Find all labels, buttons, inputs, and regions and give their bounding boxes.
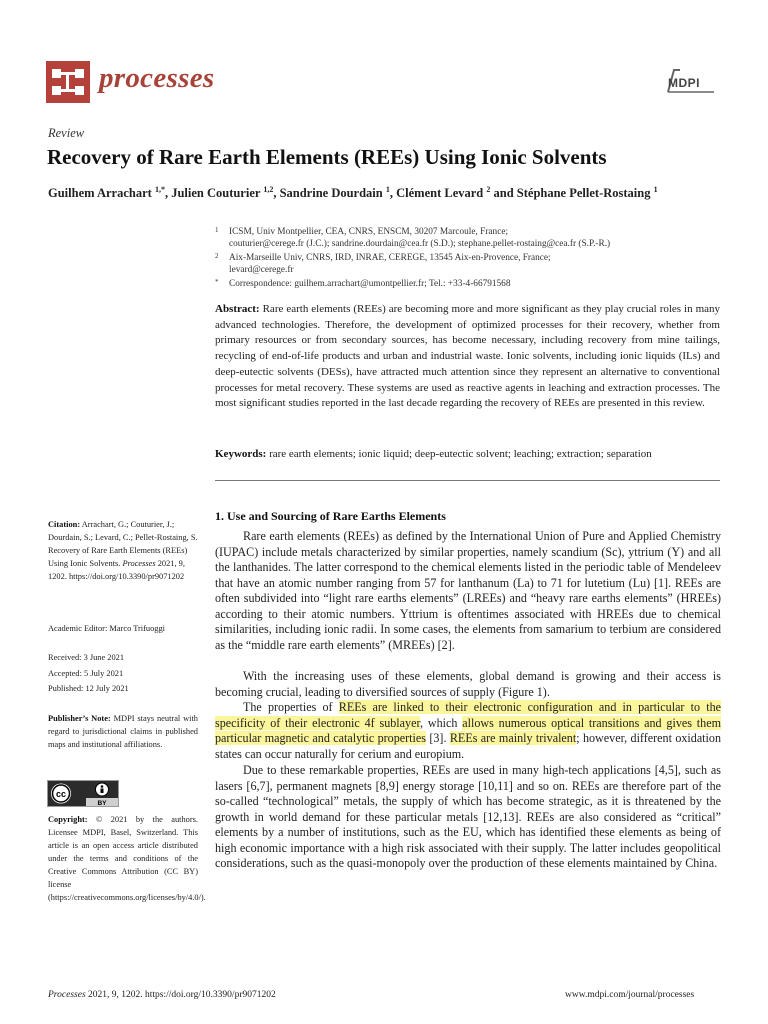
publisher-note [48, 712, 198, 751]
cc-by-license-badge[interactable] [47, 780, 119, 807]
cc-icon [51, 784, 71, 804]
author-affiliation-marker: 1 [653, 185, 658, 194]
citation-label: Citation: [48, 520, 81, 529]
affiliation-marker: 1 [215, 226, 219, 234]
copyright-notice [48, 813, 206, 904]
keywords [215, 447, 720, 462]
author-affiliation-marker: 1,* [154, 185, 165, 194]
highlighted-text: REEs are mainly trivalent [449, 731, 577, 745]
footer-journal: Processes [48, 990, 86, 1000]
affiliation-line: Aix-Marseille Univ, CNRS, IRD, INRAE, CEREGE, 13545 Aix-en-Provence, France; [229, 253, 551, 263]
correspondence-line: Correspondence: guilhem.arrachart@umontpellier.fr; Tel.: +33-4-66791568 [229, 279, 511, 289]
publisher-note-text: MDPI stays neutral with regard to jurisdictional claims in published maps and institutional affiliations. [48, 714, 198, 749]
text-segment: [3]. [425, 731, 450, 745]
article-title: Recovery of Rare Earth Elements (REEs) Using Ionic Solvents [47, 145, 607, 169]
accepted-date: Accepted: 5 July 2021 [48, 669, 124, 678]
by-person-icon [96, 783, 109, 796]
author-name: Guilhem Arrachart [48, 186, 155, 201]
keywords-label: Keywords: [215, 448, 267, 460]
journal-name: processes [99, 62, 215, 94]
author-name: Sandrine Dourdain [279, 186, 386, 201]
author-name: Clément Levard [396, 186, 487, 201]
affiliation-line: couturier@cerege.fr (J.C.); sandrine.dourdain@cea.fr (S.D.); stephane.pellet-rostaing@cea.fr (S.P.-R.) [229, 239, 611, 249]
body-paragraph-2: With the increasing uses of these elements, global demand is growing and their access is becoming crucial, leading to diversified sources of supply (Figure 1). [215, 669, 721, 699]
publisher-note-label: Publisher’s Note: [48, 714, 111, 723]
academic-editor: Academic Editor: Marco Trifuoggi [48, 624, 165, 633]
publisher-name: MDPI [668, 76, 700, 90]
citation-block [48, 518, 198, 583]
keywords-text: rare earth elements; ionic liquid; deep-eutectic solvent; leaching; extraction; separation [269, 448, 652, 460]
affiliation-marker: * [215, 278, 219, 286]
text-segment: ; however, different oxidation states can occur naturally for cerium and europium. [215, 731, 721, 761]
abstract [215, 302, 720, 412]
text-segment: , which [420, 715, 463, 730]
author-name: Stéphane Pellet-Rostaing [516, 186, 654, 201]
footer-doi[interactable]: 2021, 9, 1202. https://doi.org/10.3390/pr9071202 [88, 990, 276, 1000]
footer-journal-url[interactable]: www.mdpi.com/journal/processes [565, 990, 695, 1000]
highlighted-text: REEs are linked to their electronic configuration and in particular to the specificity of their electronic 4f sublayer [215, 700, 721, 730]
affiliation-marker: 2 [215, 252, 219, 260]
author-list: Guilhem Arrachart $^{1,*}$, Julien Couturier $^{1,2}$, Sandrine Dourdain $^1$, Clément Levard $^2$ and Stéphane Pellet-Rostaing $^1$ [48, 185, 658, 201]
published-date: Published: 12 July 2021 [48, 684, 129, 693]
footer-citation [48, 990, 276, 1000]
section-heading: 1. Use and Sourcing of Rare Earths Elements [215, 509, 446, 523]
license-badge-text: BY [97, 800, 107, 806]
citation-doi[interactable]: 2021, 9, 1202. https://doi.org/10.3390/pr9071202 [48, 559, 185, 581]
citation-journal: Processes [122, 559, 156, 568]
abstract-label: Abstract: [215, 303, 260, 315]
received-date: Received: 3 June 2021 [48, 653, 125, 662]
processes-logo-icon [46, 61, 90, 103]
body-paragraph-1: Rare earth elements (REEs) as defined by the International Union of Pure and Applied Chemistry (IUPAC) include metals characterized by similar properties, namely scandium (Sc), yttrium (Y) and all the lanthanides. The latter correspond to the chemical elements listed in the periodic table of Mendeleev that have an atomic number ranging from 57 for lanthanum (La) to 71 for lutetium (Lu) [1]. REEs are often subdivided into “light rare earths elements” (LREEs) and “heavy rare earths elements” (HREEs) according to their atomic numbers. Yttrium is oftentimes associated with HREEs due to chemical similarities, including ionic radii. In some cases, the elements from samarium to terbium are considered as the “middle rare earth elements” (MREEs) [2]. [215, 529, 721, 652]
author-affiliation-marker: 2 [486, 185, 491, 194]
section-divider [215, 480, 720, 481]
copyright-text: © 2021 by the authors. Licensee MDPI, Basel, Switzerland. This article is an open access article distributed under the terms and conditions of the Creative Commons Attribution (CC BY) license (https://creativecommons.org/licenses/by/4.0/). [48, 815, 206, 902]
author-affiliation-marker: 1 [385, 185, 390, 194]
body-paragraph-4: Due to these remarkable properties, REEs are used in many high-tech applications [4,5], such as lasers [6,7], permanent magnets [8,9] energy storage [10,11] and so on. REEs are therefore part of the so-called “technological” metals, the supply of which has become strategic, as it is threatened by the growth in world demand for these particular metals [12,13]. REEs are also considered as “critical” elements by a number of institutions, such as the EU, which has identified these elements as being of high economic importance with a high risk associated with their supply. The latter includes geopolitical considerations, such as the quasi-monopoly over the production of these elements maintained by China. [215, 763, 721, 870]
copyright-label: Copyright: [48, 815, 88, 824]
body-paragraph-3 [215, 700, 721, 762]
abstract-text: Rare earth elements (REEs) are becoming more and more significant as they play crucial roles in many advanced technologies. Therefore, the development of optimized processes for their recovery, whether from primary resources or from secondary sources, has become necessary, including recovery from mine tailings, recycling of end-of-life products and urban and industrial waste. Ionic solvents, including ionic liquids (ILs) and deep-eutectic solvents (DESs), have attracted much attention since they represent an alternative to conventional processes for metal recovery. These systems are used as reactive agents in leaching and extraction processes. The most significant studies reported in the last decade regarding the recovery of REEs are presented in this review. [215, 303, 721, 410]
article-type: Review [48, 126, 85, 140]
svg-text:cc: cc [55, 789, 67, 799]
affiliation-line: ICSM, Univ Montpellier, CEA, CNRS, ENSCM, 30207 Marcoule, France; [229, 227, 509, 237]
affiliation-line: levard@cerege.fr [229, 265, 294, 275]
text-segment: The properties of [243, 700, 339, 714]
highlighted-text: allows numerous optical transitions and gives them particular magnetic and catalytic properties [215, 715, 721, 745]
citation-text: Arrachart, G.; Couturier, J.; Dourdain, S.; Levard, C.; Pellet-Rostaing, S. Recovery of Rare Earth Elements (REEs) Using Ionic Solvents. [48, 520, 198, 568]
author-name: Julien Couturier [171, 186, 264, 201]
author-affiliation-marker: 1,2 [263, 185, 274, 194]
